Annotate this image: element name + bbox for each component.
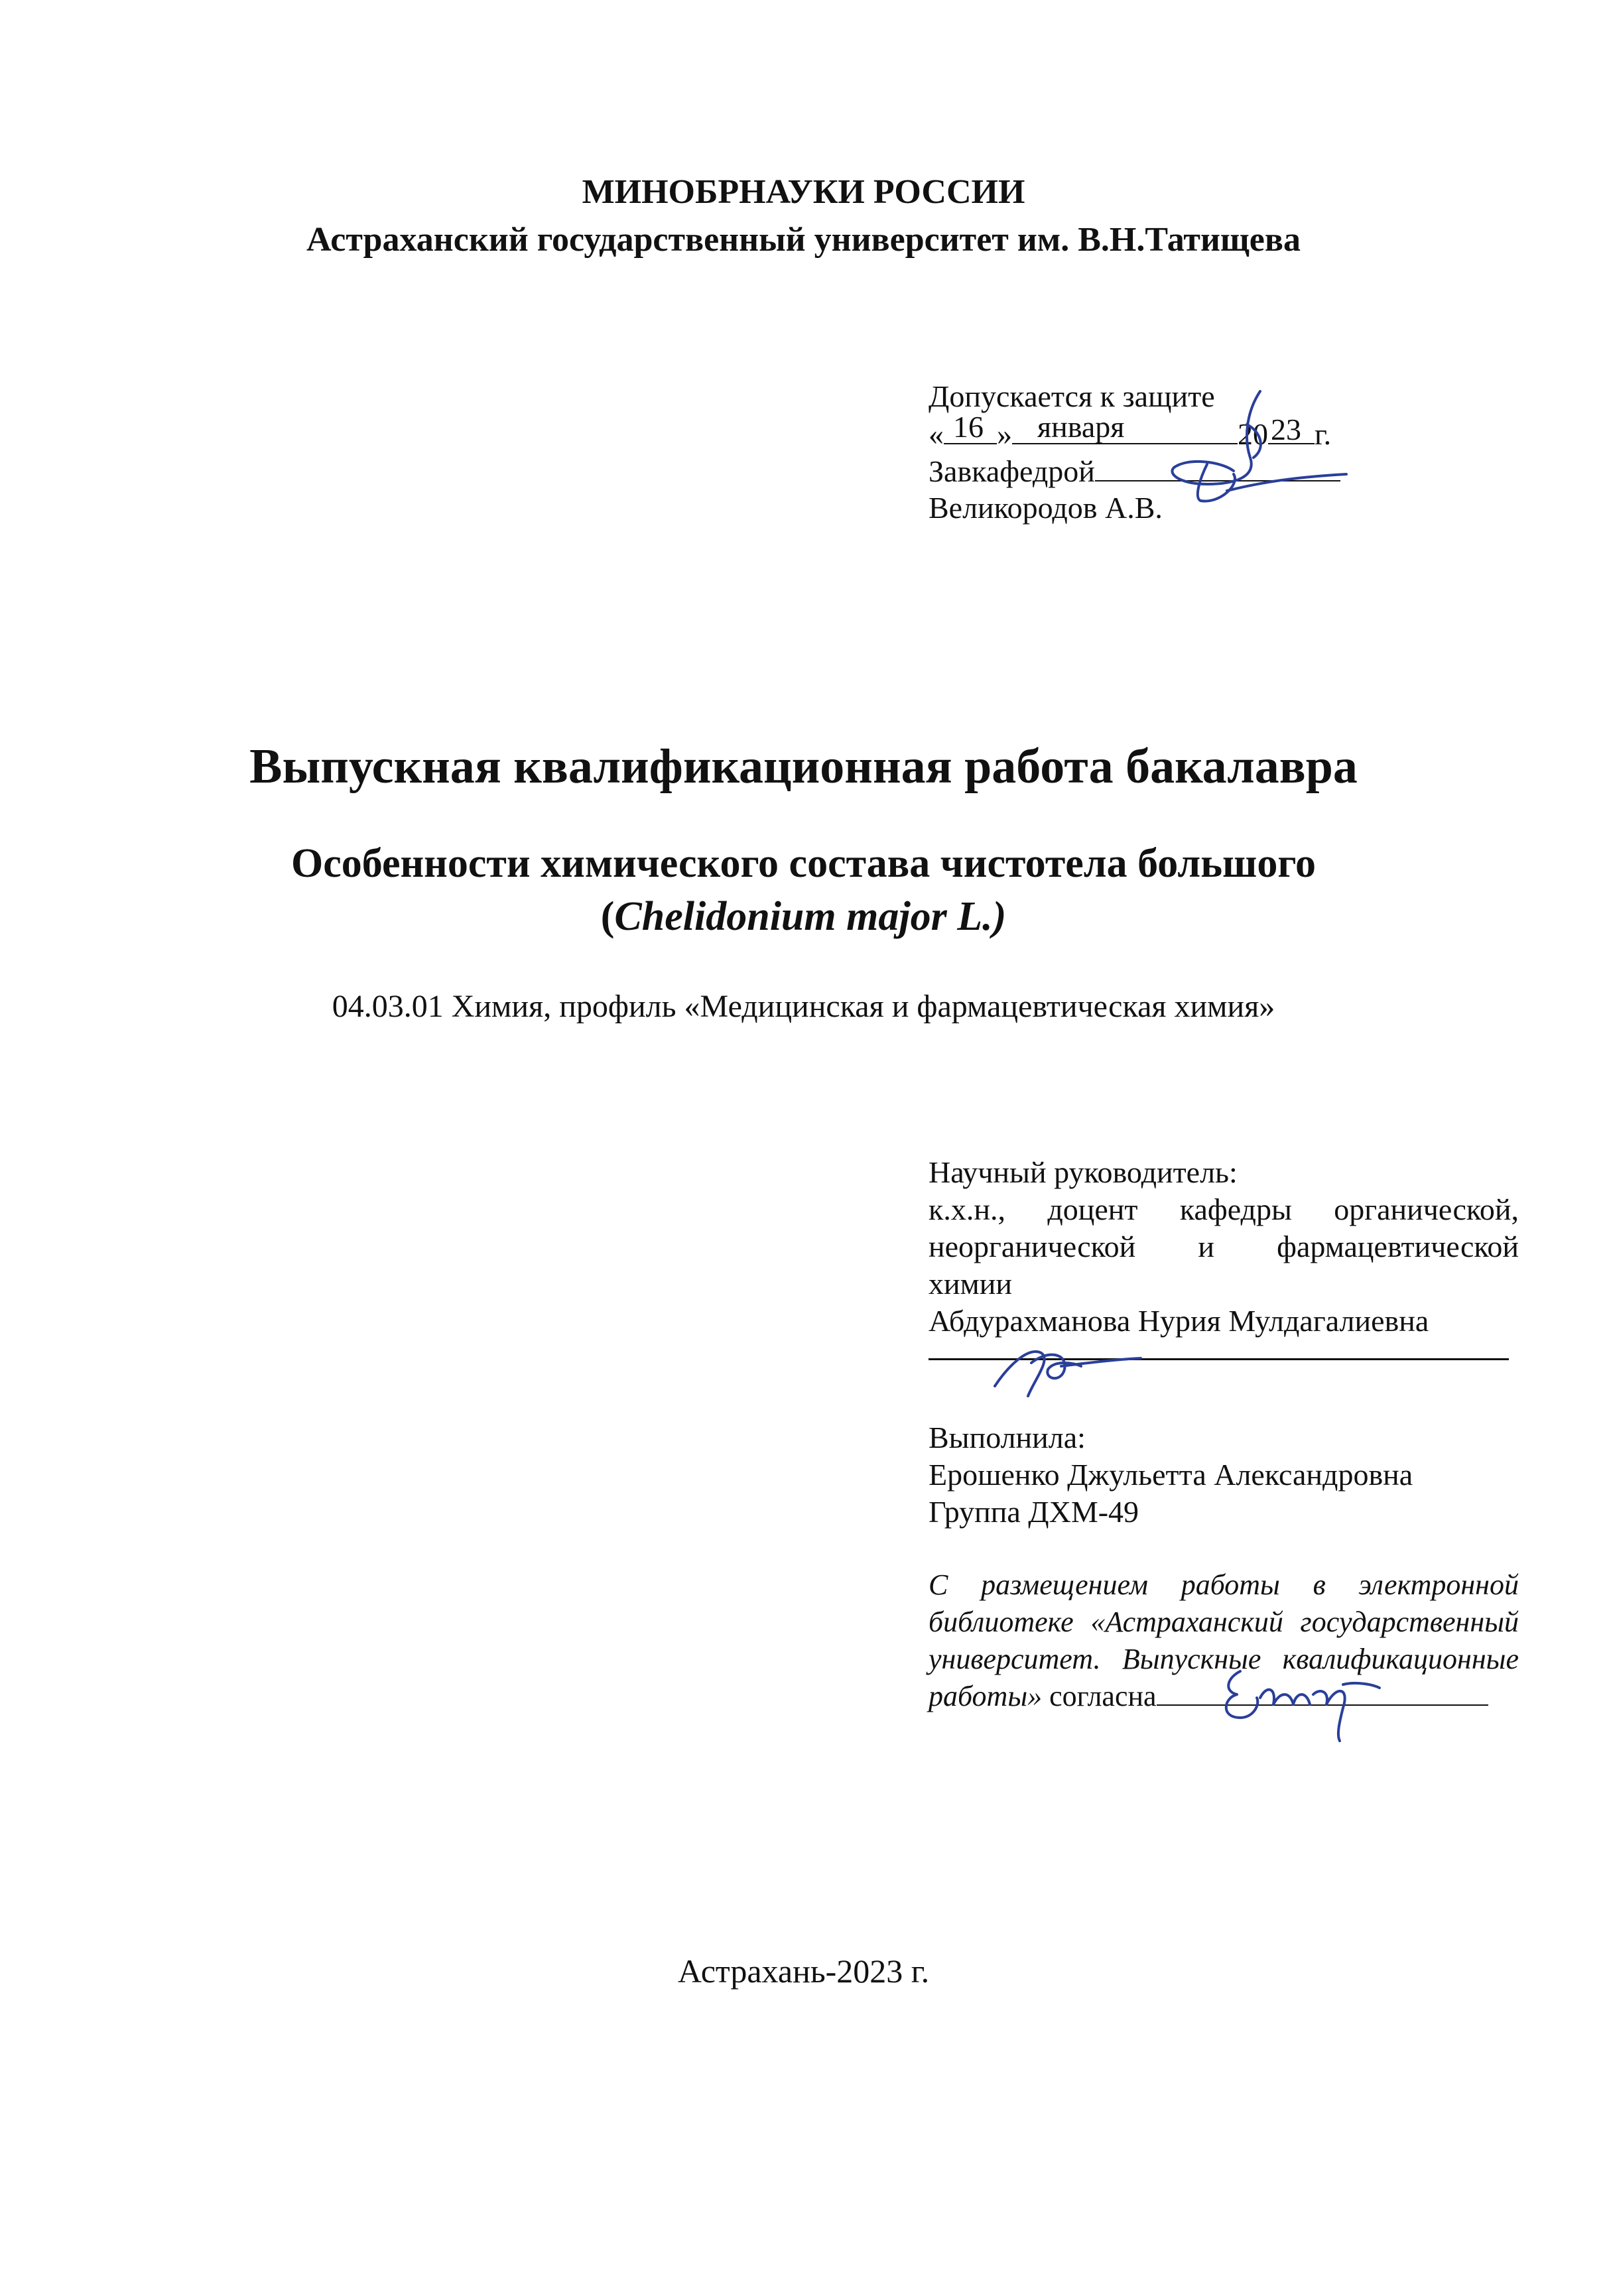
work-type-title: Выпускная квалификационная работа бакалавра [249,739,1358,794]
topic-open-paren: ( [600,894,615,939]
day-field [944,410,997,444]
admitted-text: Допускается к защите [929,379,1215,413]
consent-line-1: С размещением работы в электронной [929,1568,1519,1601]
topic-line-2 [0,890,1607,943]
student-signature [1214,1658,1386,1744]
topic-close-paren: ) [992,894,1007,939]
topic-title [0,837,1607,943]
head-signature [1127,385,1353,537]
ministry-heading: МИНОБРНАУКИ РОССИИ [582,173,1025,211]
student-block [929,1419,1519,1531]
student-label: Выполнила: [929,1421,1086,1454]
supervisor-line-2: неорганической и фармацевтической [929,1230,1519,1263]
program-line: 04.03.01 Химия, профиль «Медицинская и фармацевтическая химия» [332,989,1275,1024]
consent-works: работы» [929,1680,1043,1712]
day-value: 16 [953,410,984,444]
supervisor-line-3: химии [929,1267,1012,1301]
supervisor-signature [982,1333,1154,1406]
open-quote: « [929,417,944,451]
year-suffix: 23 [1271,413,1301,446]
supervisor-name: Абдурахманова Нурия Мулдагалиевна [929,1304,1429,1338]
university-heading: Астраханский государственный университет им. В.Н.Татищева [306,221,1301,259]
close-quote: » [997,417,1012,451]
topic-latin: Chelidonium major L. [614,894,993,939]
consent-line-2: библиотеке «Астраханский государственный [929,1606,1519,1638]
topic-line-1: Особенности химического состава чистотела большого [291,841,1316,886]
head-name: Великородов А.В. [929,491,1163,525]
consent-agree: согласна [1042,1680,1157,1712]
consent-line-3: университет. Выпускные квалификационные [929,1643,1519,1675]
supervisor-line-1: к.х.н., доцент кафедры органической, [929,1192,1519,1226]
student-group: Группа ДХМ-49 [929,1495,1139,1529]
head-label: Завкафедрой [929,454,1095,488]
month-value: января [1037,410,1125,444]
student-name: Ерошенко Джульетта Александровна [929,1458,1413,1492]
city-year: Астрахань-2023 г. [677,1952,930,1990]
supervisor-block [929,1154,1519,1360]
year-prefix: 20 [1238,417,1268,451]
supervisor-label: Научный руководитель: [929,1155,1238,1189]
year-mark: г. [1315,417,1332,451]
